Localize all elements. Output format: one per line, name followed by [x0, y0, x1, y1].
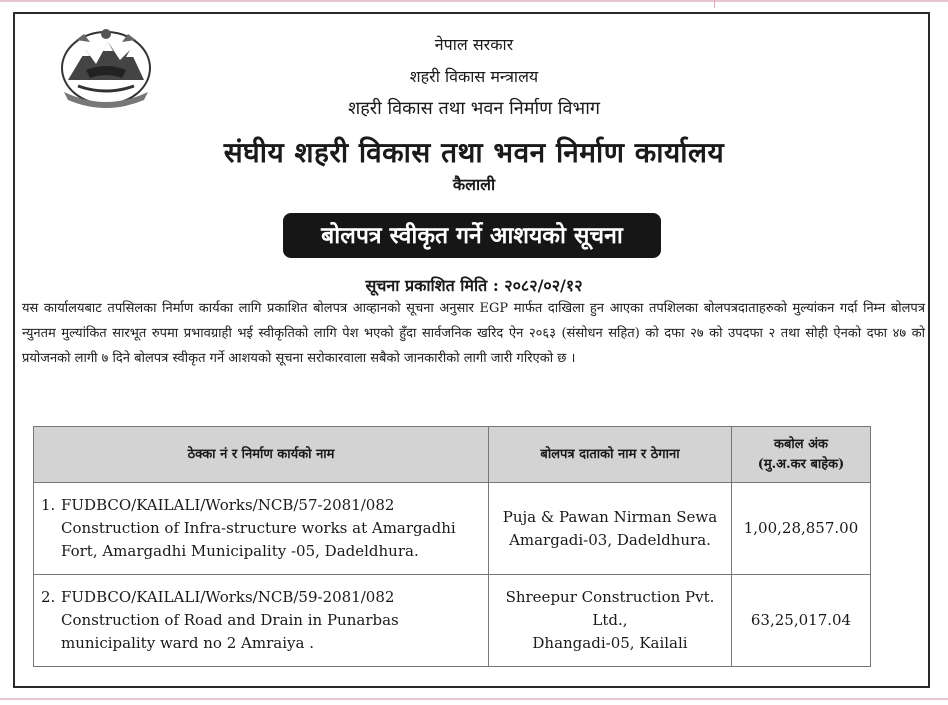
- work-name-line1: Construction of Road and Drain in Punarbas: [61, 611, 399, 629]
- notice-banner: बोलपत्र स्वीकृत गर्ने आशयको सूचना: [283, 213, 661, 258]
- work-name-line2: Fort, Amargadhi Municipality -05, Dadeldhura.: [61, 542, 419, 560]
- work-cell: [34, 483, 489, 575]
- table-row: [34, 483, 871, 575]
- amount-cell: 63,25,017.04: [732, 575, 871, 667]
- bidder-cell: [489, 483, 732, 575]
- row-number: 1.: [41, 496, 56, 514]
- table-row: [34, 575, 871, 667]
- work-name-line2: municipality ward no 2 Amraiya .: [61, 634, 314, 652]
- office-title: संघीय शहरी विकास तथा भवन निर्माण कार्यालय: [223, 136, 725, 169]
- notice-body: यस कार्यालयबाट तपसिलका निर्माण कार्यका लागि प्रकाशित बोलपत्र आव्हानको सूचना अनुसार EGP मार्फत दाखिला हुन आएका तपशिलका बोलपत्रदाताहरुको मुल्यांकन गर्दा निम्न बोलपत्र न्युनतम मुल्यांकित सारभूत रुपमा प्रभावग्राही भई स्वीकृतिको लागि पेश भएको हुँदा सार्वजनिक खरिद ऐन २०६३ (संसोधन सहित) को दफा २७ को उपदफा २ तथा सोही ऐनको दफा ४७ को प्रयोजनको लागी ७ दिने बोलपत्र स्वीकृत गर्ने आशयको सूचना सरोकारवाला सबैको जानकारीको लागी जारी गरिएको छ ।: [22, 301, 925, 366]
- top-rule: [0, 0, 715, 2]
- header-amount: [732, 427, 871, 483]
- top-tick: [714, 0, 715, 8]
- bidder-address: Dhangadi-05, Kailali: [532, 634, 688, 652]
- header-line-1: नेपाल सरकार: [434, 35, 514, 54]
- amount-cell: 1,00,28,857.00: [732, 483, 871, 575]
- header-amount-line2: (मु.अ.कर बाहेक): [757, 456, 845, 472]
- publish-date: सूचना प्रकाशित मिति : २०८२/०२/१२: [365, 276, 583, 295]
- header-amount-line1: कबोल अंक: [773, 436, 829, 452]
- header-work: ठेक्का नं र निर्माण कार्यको नाम: [34, 427, 489, 483]
- bottom-rule: [0, 698, 948, 700]
- table-header-row: [34, 427, 871, 483]
- header-line-2: शहरी विकास मन्त्रालय: [409, 67, 539, 86]
- top-rule-right: [715, 0, 948, 2]
- bidder-address: Amargadi-03, Dadeldhura.: [509, 530, 711, 549]
- bidder-name: Shreepur Construction Pvt. Ltd.,: [505, 588, 715, 629]
- bidder-name: Puja & Pawan Nirman Sewa: [502, 507, 718, 526]
- row-number: 2.: [41, 588, 56, 606]
- bid-table: [33, 426, 871, 667]
- header-bidder: बोलपत्र दाताको नाम र ठेगाना: [489, 427, 732, 483]
- office-location: कैलाली: [452, 175, 496, 194]
- bidder-cell: [489, 575, 732, 667]
- contract-number: FUDBCO/KAILALI/Works/NCB/59-2081/082: [61, 588, 395, 606]
- work-cell: [34, 575, 489, 667]
- work-name-line1: Construction of Infra-structure works at Amargadhi: [61, 519, 456, 537]
- contract-number: FUDBCO/KAILALI/Works/NCB/57-2081/082: [61, 496, 395, 514]
- header-line-3: शहरी विकास तथा भवन निर्माण विभाग: [347, 98, 601, 119]
